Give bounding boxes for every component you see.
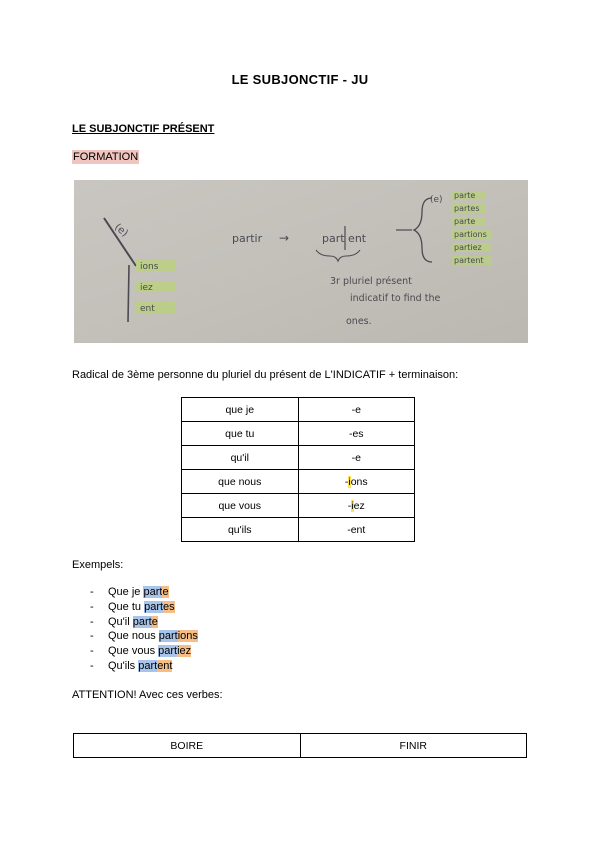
ending-cell bbox=[298, 494, 415, 518]
left-ending-2: iez bbox=[140, 283, 153, 293]
table-row bbox=[182, 470, 415, 494]
explanation-line-1: 3r pluriel présent bbox=[330, 276, 412, 287]
left-ending-1: ions bbox=[140, 262, 159, 272]
example-stem: part bbox=[144, 600, 164, 613]
ending-cell: -ent bbox=[298, 518, 415, 542]
pronoun-cell: qu'il bbox=[182, 446, 299, 470]
pronoun-cell: que nous bbox=[182, 470, 299, 494]
ending-cell bbox=[298, 470, 415, 494]
right-form-5: partiez bbox=[454, 243, 482, 252]
ending-cell: -e bbox=[298, 398, 415, 422]
explanation-line-3: ones. bbox=[346, 316, 372, 327]
right-form-6: partent bbox=[454, 256, 484, 265]
list-dash: - bbox=[90, 600, 94, 613]
example-prefix: Que nous bbox=[108, 630, 159, 643]
example-stem: part bbox=[138, 659, 158, 672]
partent-note: part ent bbox=[322, 232, 367, 245]
attention-text: ATTENTION! Avec ces verbes: bbox=[72, 689, 223, 701]
left-vertical-stroke bbox=[128, 265, 129, 322]
example-prefix: Que je bbox=[108, 586, 144, 598]
left-e-note: (e) bbox=[112, 221, 130, 240]
document-title: LE SUBJONCTIF - JU bbox=[231, 72, 369, 87]
list-dash: - bbox=[90, 659, 94, 672]
example-prefix: Qu'ils bbox=[108, 659, 139, 672]
verb-header-finir: FINIR bbox=[300, 734, 527, 758]
left-ending-3: ent bbox=[140, 304, 155, 314]
list-item bbox=[90, 629, 198, 644]
example-ending: es bbox=[163, 600, 175, 613]
right-form-3: parte bbox=[454, 217, 476, 226]
table-row bbox=[182, 494, 415, 518]
example-ending: ent bbox=[157, 659, 173, 672]
highlighted-vowel: i bbox=[348, 475, 351, 488]
list-item bbox=[90, 585, 198, 600]
highlighted-vowel: i bbox=[351, 499, 354, 512]
ending-dash: - bbox=[347, 499, 352, 512]
table-row bbox=[74, 734, 527, 758]
list-dash: - bbox=[90, 630, 94, 643]
list-dash: - bbox=[90, 645, 94, 658]
example-prefix: Que tu bbox=[108, 600, 145, 613]
example-ending: ions bbox=[177, 630, 198, 643]
formation-label: FORMATION bbox=[73, 151, 139, 163]
ending-cell: -e bbox=[298, 446, 415, 470]
right-form-1: parte bbox=[454, 191, 476, 200]
ending-rest: ons bbox=[350, 475, 368, 488]
ending-rest: ez bbox=[353, 499, 365, 512]
ending-cell: -es bbox=[298, 422, 415, 446]
table-row bbox=[182, 518, 415, 542]
intro-text: Radical de 3ème personne du pluriel du présent de L'INDICATIF + terminaison: bbox=[72, 369, 459, 381]
list-item bbox=[90, 615, 198, 630]
list-item bbox=[90, 644, 198, 659]
table-row bbox=[182, 422, 415, 446]
list-item bbox=[90, 600, 198, 615]
table-row bbox=[182, 398, 415, 422]
example-stem: part bbox=[143, 586, 163, 598]
conjugation-table bbox=[181, 397, 415, 542]
verb-partir-note: partir bbox=[232, 232, 263, 245]
pronoun-cell: que je bbox=[182, 398, 299, 422]
table-row bbox=[182, 446, 415, 470]
right-form-4: partions bbox=[454, 230, 487, 239]
example-stem: part bbox=[158, 630, 178, 643]
section-heading: LE SUBJONCTIF PRÉSENT bbox=[72, 123, 215, 135]
verbs-table bbox=[73, 733, 527, 758]
right-form-2: partes bbox=[454, 204, 480, 213]
right-e-note: (e) bbox=[430, 195, 443, 205]
pronoun-cell: que tu bbox=[182, 422, 299, 446]
handwritten-notes-photo bbox=[74, 180, 528, 343]
examples-label: Exempels: bbox=[72, 559, 124, 571]
example-ending: e bbox=[151, 615, 158, 628]
example-prefix: Qu'il bbox=[108, 615, 133, 628]
list-dash: - bbox=[90, 615, 94, 628]
pronoun-cell: qu'ils bbox=[182, 518, 299, 542]
verb-header-boire: BOIRE bbox=[74, 734, 301, 758]
ending-dash: - bbox=[344, 475, 349, 488]
list-dash: - bbox=[90, 586, 94, 598]
example-stem: part bbox=[132, 615, 152, 628]
example-prefix: Que vous bbox=[108, 645, 159, 658]
pronoun-cell: que vous bbox=[182, 494, 299, 518]
example-ending: iez bbox=[177, 645, 192, 658]
example-stem: part bbox=[158, 645, 178, 658]
example-ending: e bbox=[162, 586, 169, 598]
examples-list bbox=[90, 585, 198, 674]
explanation-line-2: indicatif to find the bbox=[350, 293, 441, 304]
arrow-note: → bbox=[279, 231, 290, 245]
list-item bbox=[90, 659, 198, 674]
